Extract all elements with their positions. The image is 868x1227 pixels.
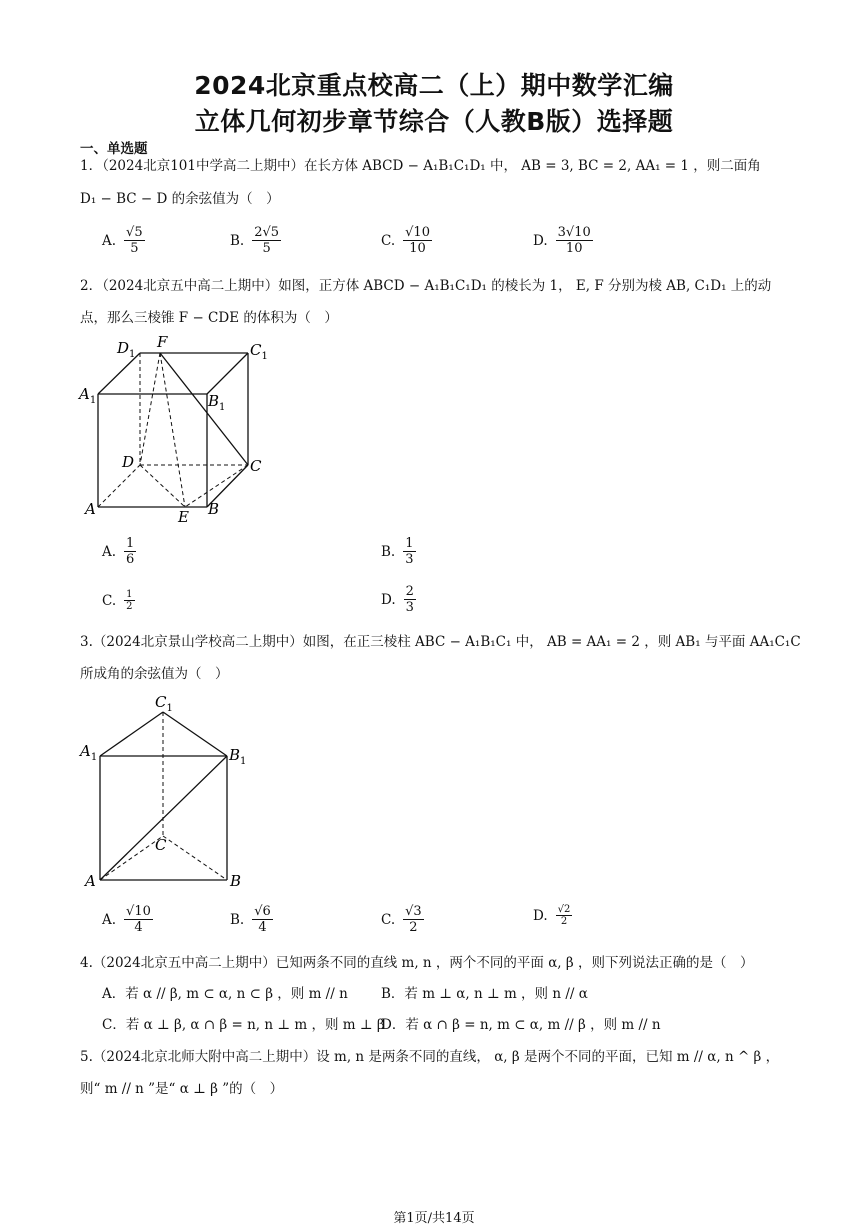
denominator: 5 [130, 241, 139, 256]
denominator: 4 [134, 920, 143, 935]
label-e: E [178, 508, 189, 526]
question-2-option-b [381, 536, 416, 567]
numerator: 1 [126, 536, 135, 551]
label-b1: $B_1$ [208, 392, 226, 413]
question-1-line-1: 1．（2024北京101中学高二上期中）在长方体 ABCD − A₁B₁C₁D₁ 中， AB = 3, BC = 2, AA₁ = 1 ，则二面角 [80, 158, 761, 174]
numerator: 2√5 [254, 225, 280, 240]
denominator: 10 [565, 241, 583, 256]
fraction [403, 536, 415, 567]
label-c1: $C_1$ [155, 693, 173, 714]
question-4-option-d: D．若 α ∩ β = n, m ⊂ α, m // β ，则 m // n [381, 1017, 661, 1033]
question-1-option-b [230, 225, 281, 256]
question-4-option-b: B．若 m ⊥ α, n ⊥ m ，则 n // α [381, 986, 588, 1002]
label-a1: $A_1$ [80, 742, 98, 763]
denominator: 3 [405, 552, 414, 567]
question-1-line-2: D₁ − BC − D 的余弦值为（ ） [80, 191, 280, 207]
fraction [252, 225, 281, 256]
option-label: D. [381, 591, 396, 608]
fraction [124, 225, 145, 256]
fraction [403, 904, 424, 935]
option-label: C. [102, 592, 117, 609]
fraction [124, 536, 136, 567]
option-label: D. [533, 907, 548, 924]
fraction [124, 589, 134, 612]
page-number: 第1页/共14页 [393, 1211, 475, 1226]
label-c1: $C_1$ [250, 341, 268, 362]
question-1-option-a [102, 225, 145, 256]
question-5-line-1: 5.（2024北京北师大附中高二上期中）设 m, n 是两条不同的直线， α, β 是两个不同的平面，已知 m // α, n ^ β ， [80, 1049, 780, 1065]
question-4-option-c: C．若 α ⊥ β, α ∩ β = n, n ⊥ m ，则 m ⊥ β [102, 1017, 385, 1033]
fraction [403, 225, 432, 256]
label-f: F [157, 333, 168, 351]
fraction [556, 225, 593, 256]
title-line-1: 2024北京重点校高二（上）期中数学汇编 [194, 71, 674, 100]
label-b: B [208, 500, 220, 518]
section-heading: 一、单选题 [80, 141, 148, 157]
option-label: C. [381, 232, 396, 249]
label-c: C [155, 836, 167, 854]
edge-f-e [160, 353, 185, 507]
label-a1: $A_1$ [79, 385, 97, 406]
denominator: 2 [126, 601, 133, 612]
cube-figure [75, 332, 275, 532]
question-4-option-a: A．若 α // β, m ⊂ α, n ⊂ β ，则 m // n [102, 986, 348, 1002]
denominator: 2 [560, 916, 568, 927]
question-2-option-a [102, 536, 136, 567]
question-3-option-a [102, 904, 153, 935]
fraction [556, 904, 573, 927]
label-a: A [85, 500, 96, 518]
question-3-option-c [381, 904, 424, 935]
numerator: 3√10 [557, 225, 591, 240]
label-d1: $D_1$ [117, 339, 136, 360]
label-c: C [250, 457, 262, 475]
question-3-option-d [533, 904, 572, 927]
numerator: √6 [254, 904, 271, 919]
denominator: 2 [409, 920, 418, 935]
question-2-line-1: 2．（2024北京五中高二上期中）如图，正方体 ABCD − A₁B₁C₁D₁ 的棱长为 1， E, F 分别为棱 AB, C₁D₁ 上的动 [80, 278, 772, 294]
option-label: B. [230, 232, 245, 249]
fraction [404, 584, 416, 615]
fraction [252, 904, 273, 935]
label-b: B [230, 872, 242, 890]
denominator: 6 [126, 552, 135, 567]
label-b1: $B_1$ [229, 746, 247, 767]
label-a: A [85, 872, 96, 890]
question-5-line-2: 则“ m // n ”是“ α ⊥ β ”的（ ） [80, 1081, 284, 1097]
denominator: 10 [409, 241, 426, 256]
edge-f-d [140, 353, 160, 465]
edge-b1-c1 [207, 353, 248, 394]
prism-figure [75, 690, 275, 895]
option-label: C. [381, 911, 396, 928]
denominator: 3 [405, 600, 414, 615]
numerator: √10 [405, 225, 430, 240]
question-2-line-2: 点，那么三棱锥 F − CDE 的体积为（ ） [80, 310, 338, 326]
edge-d-e [140, 465, 185, 507]
label-d: D [122, 453, 135, 471]
question-3-line-2: 所成角的余弦值为（ ） [80, 666, 229, 682]
option-label: B. [230, 911, 245, 928]
numerator: √2 [557, 904, 571, 915]
edge-f-c [160, 353, 248, 465]
question-3-line-1: 3.（2024北京景山学校高二上期中）如图，在正三棱柱 ABC − A₁B₁C₁ 中， AB = AA₁ = 2 ，则 AB₁ 与平面 AA₁C₁C [80, 634, 801, 650]
fraction [124, 904, 153, 935]
numerator: 2 [405, 584, 414, 599]
edge-c-b [163, 836, 227, 880]
denominator: 5 [262, 241, 271, 256]
denominator: 4 [258, 920, 267, 935]
numerator: √10 [126, 904, 151, 919]
option-label: B. [381, 543, 396, 560]
option-label: A. [102, 232, 117, 249]
question-1-option-d [533, 225, 593, 256]
numerator: 1 [405, 536, 414, 551]
edge-a-c [100, 836, 163, 880]
edge-a1-c1 [100, 712, 163, 756]
option-label: A. [102, 543, 117, 560]
numerator: √5 [126, 225, 143, 240]
title-line-2: 立体几何初步章节综合（人教B版）选择题 [194, 107, 674, 136]
option-label: D. [533, 232, 548, 249]
edge-a-d [98, 465, 140, 507]
option-label: A. [102, 911, 117, 928]
edge-c1-b1 [163, 712, 227, 756]
numerator: √3 [405, 904, 422, 919]
question-4-stem: 4.（2024北京五中高二上期中）已知两条不同的直线 m, n ，两个不同的平面 α, β ，则下列说法正确的是（ ） [80, 955, 754, 971]
question-2-option-d [381, 584, 416, 615]
numerator: 1 [126, 589, 133, 600]
question-1-option-c [381, 225, 432, 256]
question-3-option-b [230, 904, 273, 935]
question-2-option-c [102, 589, 135, 612]
